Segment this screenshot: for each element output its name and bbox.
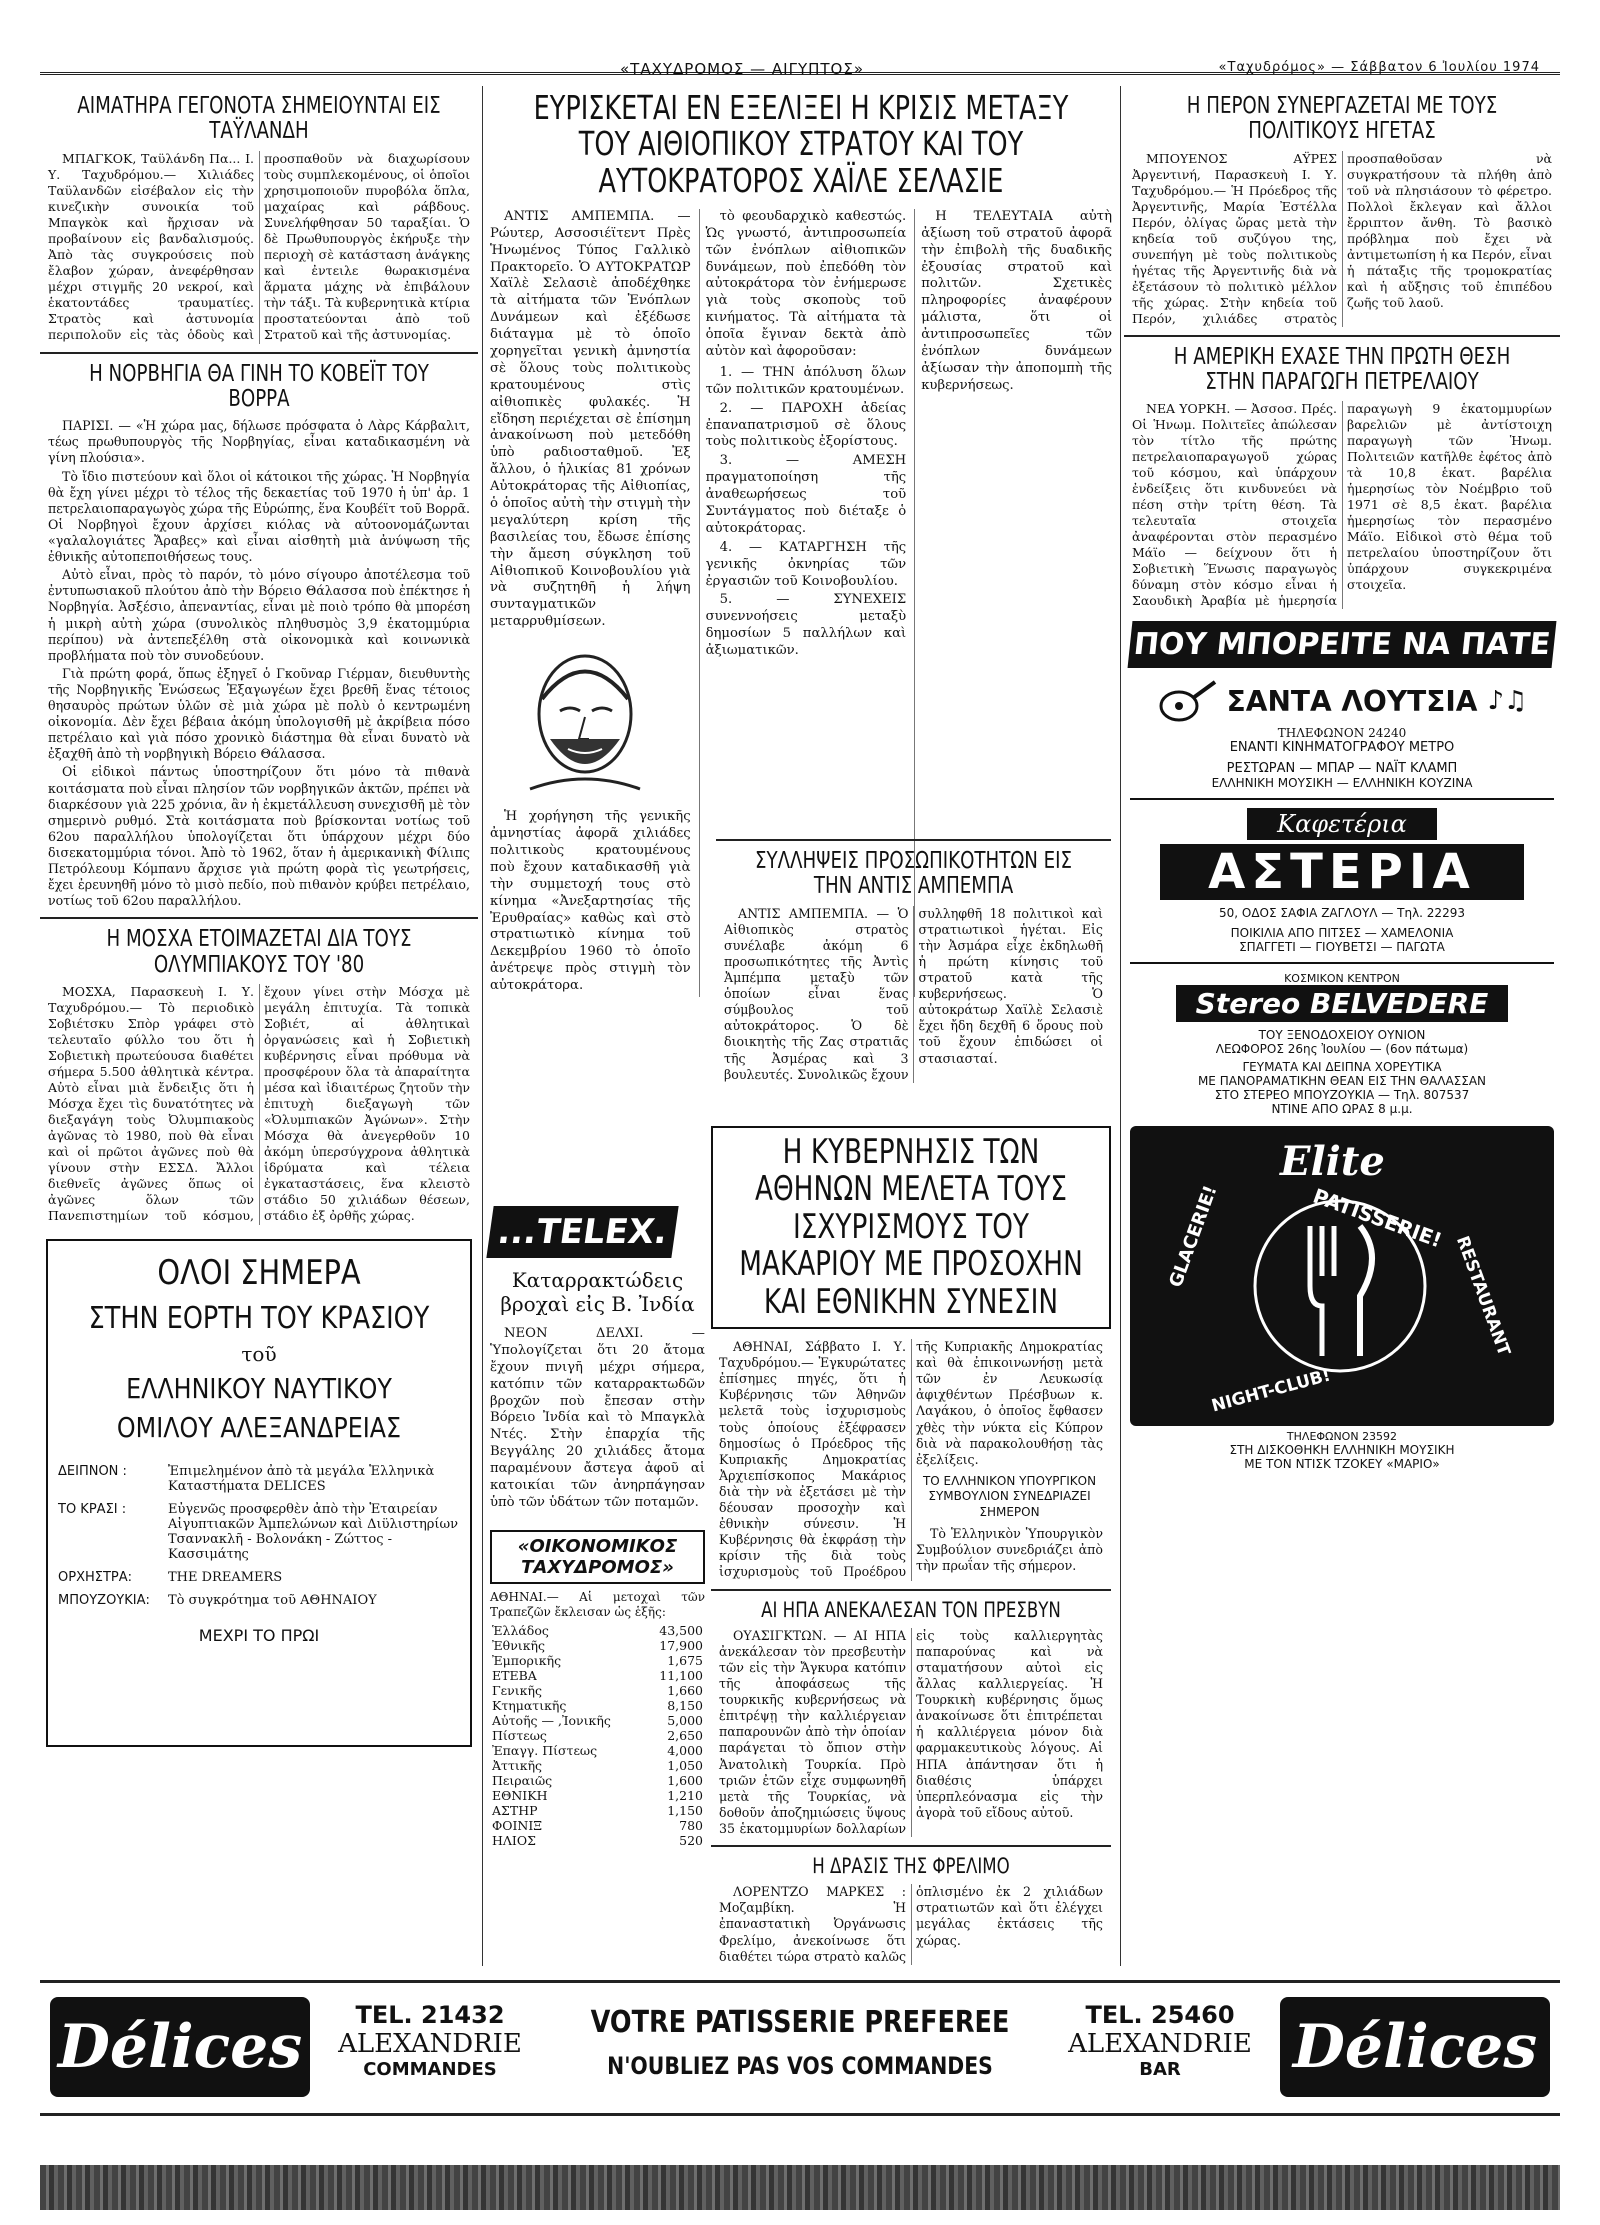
article-norway xyxy=(40,362,478,910)
bank-name: Πίστεως xyxy=(492,1727,547,1743)
headline-norway: Η ΝΟΡΒΗΓΙΑ ΘΑ ΓΙΝΗ ΤΟ ΚΟΒΕΪΤ ΤΟΥ ΒΟΡΡΑ xyxy=(89,360,429,412)
bank-value: 520 xyxy=(679,1832,703,1848)
article-moscow xyxy=(40,927,478,1225)
separator xyxy=(716,839,1111,841)
article-ethiopia-mid-text: τὸ φεουδαρχικὸ καθεστώς. Ὡς γνωστό, ἀντιπροσωπεία τῶν ἐνόπλων αἰθιοπικῶν δυνάμεων, ποὺ ἐπεδόθη τὸν αὐτοκράτορα τὸν ἐνήμερωσε γιὰ τοὺς σκοποὺς τοῦ κινήματος. Τὰ αἰτήματα τὰ ὁποῖα ἔγιναν δεκτὰ ἀπὸ αὐτὸν καὶ ἀφοροῦσαν: xyxy=(705,208,907,360)
asteria-line-1: ΠΟΙΚΙΛΙΑ ΑΠΟ ΠΙΤΣΕΣ — ΧΑΜΕΛΟΝΙΑ xyxy=(1230,926,1454,941)
article-cyprus-body: ΑΘΗΝΑΙ, Σάββατο Ι. Υ. Ταχυδρόμου.— Ἐγκυρώτατες ἐπίσημες πηγές, ὅτι ἡ Κυβέρνησις τῶν Ἀθηνῶν μελετᾶ τοὺς ἰσχυρισμοὺς τοὺς ὁποίους ἐξέφρασεν δημοσίως ὁ Πρόεδρος τῆς Κυπριακῆς Δημοκρατίας Ἀρχιεπίσκοπος Μακάριος διὰ τὴν νὰ ἐξετάσει μὲ τὴν δέουσαν προσοχὴν καὶ ἐθνικὴν σύνεσιν. Ἡ Κυβέρνησις θὰ ἐκφράσῃ τὴν κρίσιν τῆς διὰ τοὺς ἰσχυρισμοὺς τοῦ Προέδρου τῆς Κυπριακῆς Δημοκρατίας καὶ θὰ ἐπικοινωνήσῃ μετὰ τῶν ἐν Λευκωσίᾳ ἀφιχθέντων Πρέσβυων κ. Λαγάκου, ὁ ὁποῖος ἔφθασεν χθὲς τὴν νύκτα εἰς Κύπρον διὰ νὰ παρακολουθήσῃ τὰς ἐξελίξεις. ΤΟ ΕΛΛΗΝΙΚΟΝ ΥΠΟΥΡΓΙΚΟΝ ΣΥΜΒΟΥΛΙΟΝ ΣΥΝΕΔΡΙΑΖΕΙ ΣΗΜΕΡΟΝ Τὸ Ἑλληνικὸν Ὑπουργικὸν Συμβούλιον συνεδριάζει ἀπὸ τὴν πρωΐαν τῆς σήμερον. xyxy=(719,1338,1103,1580)
ad-line-1: ΟΛΟΙ ΣΗΜΕΡΑ xyxy=(157,1253,361,1294)
bank-value: 17,900 xyxy=(659,1637,703,1653)
ad-row xyxy=(58,1589,460,1612)
mandolin-icon xyxy=(1157,676,1217,726)
headline-peron: Η ΠΕΡΟΝ ΣΥΝΕΡΓΑΖΕΤΑΙ ΜΕ ΤΟΥΣ ΠΟΛΙΤΙΚΟΥΣ ΗΓΕΤΑΣ xyxy=(1186,93,1498,145)
article-oil-body: ΝΕΑ ΥΟΡΚΗ. — Ἀσσοσ. Πρές. Οἱ Ἡνωμ. Πολιτεῖες ἀπώλεσαν τὸν τίτλο τῆς πρώτης πετρελαιοπαραγωγοῦ χώρας τοῦ κόσμου, καὶ ὑπάρχουν ἐνδείξεις ὅτι κινδυνεύει νὰ πέση στὴν τρίτη θέση. Τὰ τελευταῖα στοιχεῖα ἀναφέρονται στὸν περασμένο Μάϊο — δείχνουν ὅτι ἡ Σοβιετικὴ Ἕνωσις παραγωγὸς δύναμη στὸν κόσμο εἶναι ἡ Σαουδικὴ Ἀραβία μὲ ἡμερησία παραγωγὴ 9 ἑκατομμυρίων βαρελιῶν μὲ ἀντίστοιχη παραγωγὴ τῶν Ἡνωμ. Πολιτειῶν κατῆλθε ἐφέτος ἀπὸ τὰ 10,8 ἑκατ. βαρέλια ἡμερησίως τὸν Νοέμβριο τοῦ 1971 σὲ 8,5 ἑκατ. βαρέλια ἡμερησίως τὸν περασμένο Μάϊο. Εἰδικοὶ στὸ θέμα τοῦ πετρελαίου ὑποστηρίζουν ὅτι ὑπάρχουν συγκεκριμένα στοιχεῖα. xyxy=(1132,401,1552,609)
econ-row xyxy=(490,1698,705,1713)
article-ethiopia-lead: ΑΝΤΙΣ ΑΜΠΕΜΠΑ. — Ρώυτερ, Ασσοσιέϊτεντ Πρὲς Ἡνωμένος Τύπος Γαλλικὸ Πρακτορεῖο. Ὁ ΑΥΤΟΚΡΑΤΩΡ Χαϊλὲ Σελασιὲ ἀποδέχθηκε τὰ αἰτήματα τῶν Ἐνόπλων Δυνάμεων καὶ ἐξέδωσε διάταγμα μὲ τὸ ὁποῖο χορηγεῖται γενικὴ ἀμνηστία σὲ ὅλους τοὺς πολιτικοὺς κρατουμένους στὶς αἰθιοπικὲς φυλακές. Ἡ εἴδηση περιέχεται σὲ ἐπίσημη ἀνακοίνωση ποὺ μετεδόθη ὑπὸ ραδιοσταθμοῦ. Ἐξ ἄλλου, ὁ ἡλικίας 81 χρόνων Αὐτοκράτορας τῆς Αἰθιοπίας, ὁ ὁποῖος αὐτὴ τὴν στιγμὴ τὴν μεγαλύτερη κρίση τῆς βασιλείας του, ἔδωσε ἐπίσης τὴν ἄμεση σύγκληση τοῦ Αἰθιοπικοῦ Κοινοβουλίου γιὰ νὰ συζητηθῆ ἡ λήψη συνταγματικῶν μεταρρυθμίσεων. xyxy=(490,208,691,630)
ad-line-2: ΣΤΗΝ ΕΟΡΤΗ ΤΟΥ ΚΡΑΣΙΟΥ xyxy=(88,1301,430,1337)
center-line-1: VOTRE PATISSERIE PREFEREE xyxy=(590,2005,1010,2040)
sub-left: COMMANDES xyxy=(363,2059,497,2080)
belvedere-line-2: ΛΕΩΦΟΡΟΣ 26ης Ἰουλίου — (6ον πάτωμα) xyxy=(1215,1042,1469,1057)
bank-value: 1,675 xyxy=(667,1652,703,1668)
santa-tel: ΤΗΛΕΦΩΝΟΝ 24240 xyxy=(1277,726,1407,741)
article-arrests-body: ΑΝΤΙΣ ΑΜΠΕΜΠΑ. — Ὁ Αἰθιοπικὸς στρατὸς συνέλαβε ἀκόμη 6 προσωπικότητες τῆς Ἀντὶς Ἀμπέμπα μεταξὺ τῶν ὁποίων εἶναι ἕνας σύμβουλος τοῦ αὐτοκράτορος. Ὁ δὲ διοικητὴς τῆς Ζας στρατιᾶς τῆς Ἀσμέρας καὶ 3 βουλευτές. Συνολικῶς ἔχουν συλληφθῆ 18 πολιτικοὶ καὶ στρατιωτικοὶ ἡγέται. Εἰς τὴν Ἀσμάρα εἶχε ἐκδηλωθῆ ἡ πρώτη κίνησις τοῦ στρατοῦ κατὰ τῆς κυβερνήσεως. Ὁ αὐτοκράτωρ Χαϊλὲ Σελασιὲ ἔχει ἤδη δεχθῆ 6 ὅρους ποὺ τοῦ ἔχουν ἐπιδώσει οἱ στασιασταί. xyxy=(724,905,1103,1082)
bank-value: 2,650 xyxy=(667,1727,703,1743)
separator xyxy=(1130,962,1554,964)
bottom-delices-ad xyxy=(40,1980,1560,2116)
ad-row-value: THE DREAMERS xyxy=(168,1570,283,1586)
separator xyxy=(1130,798,1554,800)
bank-name: Ἐθνικῆς xyxy=(492,1637,545,1653)
bank-value: 43,500 xyxy=(659,1622,703,1638)
column-rule-2 xyxy=(1120,86,1121,1966)
ad-row xyxy=(58,1566,460,1589)
econ-row xyxy=(490,1683,705,1698)
bank-name: Αὐτοῆς — ,Ἰονικῆς xyxy=(492,1712,611,1728)
bank-name: Κτηματικῆς xyxy=(492,1697,567,1713)
telex-body: ΝΕΟΝ ΔΕΛΧΙ. — Ὑπολογίζεται ὅτι 20 ἄτομα ἔχουν πνιγῆ μέχρι σήμερα, κατόπιν τῶν καταρρακτωδῶν βροχῶν ποὺ ἔπεσαν στὴν Βόρειο Ἰνδία καὶ τὸ Μπαγκλὰ Ντές. Στὴν ἐπαρχία τῆς Βεγγάλης 20 χιλιάδες ἄτομα παραμένουν ἄστεγα ἀφοῦ αἱ κατοικίαι τῶν ἀνηρπάγησαν ὑπὸ τῶν ὑδάτων τῶν ποταμῶν. xyxy=(490,1326,705,1510)
asteria-address: 50, ΟΔΟΣ ΣΑΦΙΑ ΖΑΓΛΟΥΛ — Τηλ. 22293 xyxy=(1219,906,1465,921)
article-ethiopia-left xyxy=(490,209,691,997)
ad-asteria xyxy=(1130,808,1554,954)
article-usa-body: ΟΥΑΣΙΓΚΤΩΝ. — ΑΙ ΗΠΑ ἀνεκάλεσαν τὸν πρεσβευτὴν τῶν εἰς τὴν Ἄγκυρα κατόπιν τῆς ἀποφάσεως τῆς τουρκικῆς κυβερνήσεως νὰ ἐπιτρέψῃ τὴν καλλιέργειαν παπαρουνῶν ἀπὸ τὴν ὁποίαν παράγεται τὸ ὄπιον στὴν Ἀνατολικὴ Τουρκία. Πρὸ τριῶν ἐτῶν εἶχε συμφωνηθῆ μετὰ τῆς Τουρκίας, νὰ δοθοῦν ἀποζημιώσεις ὕψους 35 ἑκατομμυρίων δολλαρίων εἰς τοὺς καλλιεργητὰς παπαρούνας καὶ νὰ σταματήσουν αὐτοὶ εἰς ἄλλας καλλιεργείας. Ἡ Τουρκικὴ κυβέρνησις ὅμως ἀνακοίνωσε ὅτι ἐπιτρέπεται ἡ καλλιέργεια μόνον διὰ φαρμακευτικοὺς λόγους. Αἱ ΗΠΑ ἀπάντησαν ὅτι ἡ διαθέσις ὑπάρχει ὑπερπλεόνασμα εἰς τὴν ἀγορὰ τοῦ εἴδους αὐτοῦ. xyxy=(719,1627,1103,1836)
ad-santa-lucia xyxy=(1130,676,1554,790)
bank-value: 11,100 xyxy=(659,1667,703,1683)
belvedere-line-4: ΜΕ ΠΑΝΟΡΑΜΑΤΙΚΗΝ ΘΕΑΝ ΕΙΣ ΤΗΝ ΘΑΛΑΣΣΑΝ xyxy=(1197,1074,1487,1089)
bank-name: Πειραιῶς xyxy=(492,1772,553,1788)
bank-value: 8,150 xyxy=(667,1697,703,1713)
headline-usa: ΑΙ ΗΠΑ ΑΝΕΚΑΛΕΣΑΝ ΤΟΝ ΠΡΕΣΒΥΝ xyxy=(761,1597,1061,1622)
ad-details xyxy=(58,1460,460,1612)
telex-subhead: Καταρρακτώδεις βροχαὶ εἰς Β. Ἰνδία xyxy=(500,1268,695,1316)
article-moscow-body: ΜΟΣΧΑ, Παρασκευὴ Ι. Υ. Ταχυδρόμου.— Τὸ περιοδικὸ Σοβιέτσκυ Σπὸρ γράφει στὸ τελευταῖο φύλλο του ὅτι ἡ Σοβιετικὴ πρωτεύουσα διαθέτει σήμερα 5.500 ἀθλητικὰ κέντρα. Αὐτὸ εἶναι μιὰ ἔνδειξις ὅτι ἡ Μόσχα ἔχει τὶς δυνατότητες νὰ διεξαγάγη τοὺς Ὀλυμπιακοὺς ἀγῶνας τὸ 1980, ποὺ θὰ εἶναι καὶ οἱ πρῶτοι ἀγῶνες ποὺ θὰ γίνουν στὴν ΕΣΣΔ. Ἄλλοι διεθνεῖς ἀγῶνες ὅπως οἱ ἀγῶνες ὅλων τῶν Πανεπιστημίων τοῦ κόσμου, ἔχουν γίνει στὴν Μόσχα μὲ μεγάλη ἐπιτυχία. Τὰ τοπικὰ Σοβιέτ, αἱ ἀθλητικαὶ ὀργανώσεις καὶ ἡ Σοβιετικὴ κυβέρνησις εἶναι πρόθυμα νὰ προσφέρουν ὅλα τὰ ἀπαραίτητα μέσα καὶ ἰδιαιτέρως ζητοῦν τὴν ἐπιτυχὴ διεξαγωγὴ τῶν «Ὀλυμπιακῶν Ἀγώνων». Στὴν Μόσχα θὰ ἀνεγερθοῦν 10 ἀκόμη ὑπερσύγχρονα ἀθλητικὰ ἱδρύματα καὶ τέλεια ἐγκαταστάσεις, ἕνα κλειστὸ στάδιο 50 χιλιάδων θέσεων, στάδιο ἐξ ὀρθῆς χώρας. xyxy=(48,984,470,1224)
bank-value: 1,150 xyxy=(667,1802,703,1818)
econ-row xyxy=(490,1668,705,1683)
elite-line-1: ΣΤΗ ΔΙΣΚΟΘΗΚΗ ΕΛΛΗΝΙΚΗ ΜΟΥΣΙΚΗ xyxy=(1229,1443,1455,1458)
separator xyxy=(711,1845,1111,1847)
asteria-name: ΑΣΤΕΡΙΑ xyxy=(1160,844,1524,900)
running-head-date: «Ταχυδρόμος» — Σάββατον 6 Ἰουλίου 1974 xyxy=(1218,60,1540,75)
separator xyxy=(40,352,478,354)
econ-rows xyxy=(490,1623,705,1848)
elite-patisserie: PATISSERIE! xyxy=(1309,1183,1446,1253)
ad-row-key: ΟΡΧΗΣΤΡΑ: xyxy=(58,1570,133,1586)
cyprus-headline-box xyxy=(711,1126,1111,1329)
ad-line-3: τοῦ xyxy=(241,1342,277,1367)
telex-label: ...TELEX. xyxy=(486,1206,678,1258)
bank-value: 1,660 xyxy=(667,1682,703,1698)
sub-right: BAR xyxy=(1139,2059,1181,2080)
bank-name: Ἐπαγγ. Πίστεως xyxy=(492,1742,598,1758)
ad-line-4: ΕΛΛΗΝΙΚΟΥ ΝΑΥΤΙΚΟΥ xyxy=(126,1372,392,1406)
asteria-line-2: ΣΠΑΓΓΕΤΙ — ΓΙΟΥΒΕΤΣΙ — ΠΑΓΩΤΑ xyxy=(1239,940,1445,955)
elite-main: Elite xyxy=(1280,1138,1385,1186)
ad-elite xyxy=(1130,1126,1554,1426)
demands-list xyxy=(706,365,907,660)
santa-address: ΕΝΑΝΤΙ ΚΙΝΗΜΑΤΟΓΡΑΦΟΥ ΜΕΤΡΟ xyxy=(1229,740,1455,756)
bank-name: Ἑλλάδος xyxy=(492,1622,549,1638)
econ-row xyxy=(490,1653,705,1668)
ad-rows xyxy=(58,1460,460,1612)
ad-row-key: ΤΟ ΚΡΑΣΙ : xyxy=(58,1502,127,1518)
bank-name: ΦΟΙΝΙΞ xyxy=(492,1817,543,1833)
belvedere-line-1: ΤΟΥ ΞΕΝΟΔΟΧΕΙΟΥ ΟΥΝΙΟΝ xyxy=(1258,1028,1426,1043)
elite-nightclub: NIGHT-CLUB! xyxy=(1209,1365,1333,1417)
ad-row xyxy=(58,1498,460,1566)
demand-item: 5. — ΣΥΝΕΧΕΙΣ συνεννοήσεις μεταξὺ δημοσίων 5 παλλήλων καὶ ἀξιωματικῶν. xyxy=(705,592,907,659)
telex-section xyxy=(490,1206,705,1848)
elite-line-2: ΜΕ ΤΟΝ ΝΤΙΣΚ ΤΖΟΚΕΥ «ΜΑΡΙΟ» xyxy=(1244,1457,1440,1472)
econ-title: «ΟΙΚΟΝΟΜΙΚΟΣ ΤΑΧΥΔΡΟΜΟΣ» xyxy=(490,1530,705,1584)
demand-item: 3. — ΑΜΕΣΗ πραγματοποίηση τῆς ἀναθεωρήσεως τοῦ Συντάγματος ποὺ διέταξε ὁ αὐτοκράτορας. xyxy=(705,453,907,536)
bank-name: ΗΛΙΟΣ xyxy=(492,1832,536,1848)
article-norway-body: ΠΑΡΙΣΙ. — «Ἡ χώρα μας, δήλωσε πρόσφατα ὁ Λὰρς Κάρβαλιτ, τέως πρωθυπουργὸς τῆς Νορβηγίας, εἶναι καταδικασμένη νὰ γίνη πλούσια». Τὸ ἴδιο πιστεύουν καὶ ὅλοι οἱ κάτοικοι τῆς χώρας. Ἡ Νορβηγία θὰ ἔχη γίνει μέχρι τὸ τέλος τῆς δεκαετίας τοῦ 1970 ἡ ὑπ' ἀρ. 1 πετρελαιοπαραγωγὸς χώρα τῆς Εὐρώπης, ἕνα Κουβέϊτ τοῦ Βορρᾶ. Οἱ Νορβηγοὶ ἔχουν ἀρχίσει κιόλας νὰ αὐτοονομάζωνται «γαλαλογιάτες Ἄραβες» καὶ εἶναι αἰσθητὴ μιὰ ἀνύψωση τῆς ἐθνικῆς αὐτοπεποιθήσεως τους. Αὐτὸ εἶναι, πρὸς τὸ παρόν, τὸ μόνο σίγουρο ἀποτέλεσμα τοῦ ἐντυπωσιακοῦ πλούτου ἀπὸ τὴν Βόρειο Θάλασσα ποὺ ἐπέκτησε ἡ Νορβηγία. Ἀσξέσιο, ἀπεναντίας, εἶναι μὲ ποιὸ τρόπο θὰ μπορέση ἡ μικρὴ αὐτὴ χώρα (συνολικὸς πληθυσμὸς 3,9 ἑκατομμύρια περίπου) νὰ ἀντεπεξέλθη στὰ οἰκονομικὰ καὶ κοινωνικὰ προβλήματα ποὺ τὸν συνοδεύουν. Γιὰ πρώτη φορά, ὅπως ἐξηγεῖ ὁ Γκοῦναρ Γιέρμαν, διευθυντὴς τῆς Νορβηγικῆς Ἑνώσεως Ἐξαγωγέων ἔχει βρεθῆ ἕνας τέτοιος θησαυρὸς πρώτων ὑλῶν σὲ μιὰ χώρα μὲ πολὺ ὁ κεντρωμένη οἰκονομία. Δὲν ἔχει βέβαια ἀκόμη ὑπολογισθῆ μὲ ἀκρίβεια πόσο πετρέλαιο καὶ γιὰ πόσο χρονικὸ διάστημα θὰ εἶναι δυνατὸ νὰ ἐξαχθῆ ἀπὸ τὴ νορβηγικὴ Βόρειο Θάλασσα. Οἱ εἰδικοὶ πάντως ὑποστηρίζουν ὅτι μόνο τὰ πιθανὰ κοιτάσματα ποὺ εἶναι πλησίον τῶν νορβηγικῶν ἀκτῶν, πρέπει νὰ διαρκέσουν γιὰ 225 χρόνια, ἂν ἡ ἐκμετάλλευση συνεχισθῆ μὲ τὸν σημερινὸ ρυθμό. Στὰ κοιτάσματα ποὺ βρίσκονται νοτίως τοῦ 62ου παραλλήλου ὑπολογίζεται ὅτι ὑπάρχουν μέχρι δύο δισεκατομμύρια τόνοι. Ἀπὸ τὸ 1962, ὅταν ἡ ἀμερικανικὴ Φίλιπς Πετρόλεουμ Κόμπανυ ἄρχισε γιὰ πρώτη φορὰ τὶς γεωτρήσεις, ἔχει ἐρευνηθῆ μόνο τὸ μισὸ πεδίο, ποὺ πιθανὸν κρύβει πετρέλαιο, νοτίως τοῦ 62ου παραλλήλου. xyxy=(48,418,470,909)
bank-name: Ἐμπορικῆς xyxy=(492,1652,562,1668)
ad-row xyxy=(58,1460,460,1498)
econ-row xyxy=(490,1758,705,1773)
city-right: ALEXANDRIE xyxy=(1068,2029,1252,2059)
ad-row-key: ΜΠΟΥΖΟΥΚΙΑ: xyxy=(58,1593,150,1609)
elite-glacerie: GLACERIE! xyxy=(1165,1182,1222,1291)
headline-arrests: ΣΥΛΛΗΨΕΙΣ ΠΡΟΣΩΠΙΚΟΤΗΤΩΝ ΕΙΣ ΤΗΝ ΑΝΤΙΣ ΑΜΠΕΜΠΑ xyxy=(754,848,1073,900)
econ-row xyxy=(490,1638,705,1653)
article-ethiopia-lead2: Ἡ χορήγηση τῆς γενικῆς ἀμνηστίας ἀφορᾶ χιλιάδες πολιτικοὺς κρατουμένους ποὺ ἔχουν καταδικασθῆ γιὰ τὴν συμμετοχή τους στὸ κίνημα «Ἀνεξαρτησίας τῆς Ἐρυθραίας» καθὼς καὶ στὸ στρατιωτικὸ κίνημα τοῦ Δεκεμβρίου 1960 τὸ ὁποῖο ἀνέτρεψε πρὸς στιγμὴ τὸν αὐτοκράτορα. xyxy=(490,809,691,994)
santa-header xyxy=(1130,676,1554,726)
running-head-center: «ΤΑΧΥΔΡΟΜΟΣ — ΑΙΓΥΠΤΟΣ» xyxy=(620,60,865,78)
belvedere-top: ΚΟΣΜΙΚΟΝ ΚΕΝΤΡΟΝ xyxy=(1284,972,1400,986)
econ-row xyxy=(490,1713,705,1728)
belvedere-line-3: ΓΕΥΜΑΤΑ ΚΑΙ ΔΕΙΠΝΑ ΧΟΡΕΥΤΙΚΑ xyxy=(1242,1060,1442,1075)
headline-frelimo: Η ΔΡΑΣΙΣ ΤΗΣ ΦΡΕΛΙΜΟ xyxy=(812,1854,1010,1879)
column-left xyxy=(40,86,478,1976)
econ-row xyxy=(490,1773,705,1788)
delices-left-block xyxy=(330,2001,530,2080)
bank-value: 4,000 xyxy=(667,1742,703,1758)
bank-name: ΑΣΤΗΡ xyxy=(492,1802,538,1818)
ad-belvedere xyxy=(1130,972,1554,1116)
elite-emblem-icon xyxy=(1250,1196,1430,1376)
econ-row xyxy=(490,1623,705,1638)
headline-ethiopia: ΕΥΡΙΣΚΕΤΑΙ ΕΝ ΕΞΕΛΙΞΕΙ Η ΚΡΙΣΙΣ ΜΕΤΑΞΥ ΤΟΥ ΑΙΘΙΟΠΙΚΟΥ ΣΤΡΑΤΟΥ ΚΑΙ ΤΟΥ ΑΥΤΟΚΡΑΤΟΡΟΣ ΧΑΪΛΕ ΣΕΛΑΣΙΕ xyxy=(533,88,1069,200)
econ-row xyxy=(490,1818,705,1833)
elite-tel: ΤΗΛΕΦΩΝΟΝ 23592 xyxy=(1286,1430,1398,1444)
column-right xyxy=(1124,86,1560,1976)
econ-intro: ΑΘΗΝΑΙ.— Αἱ μετοχαὶ τῶν Τραπεζῶν ἔκλεισαν ὡς ἑξῆς: xyxy=(490,1589,705,1620)
belvedere-line-6: ΝΤΙΝΕ ΑΠΟ ΩΡΑΣ 8 μ.μ. xyxy=(1271,1102,1413,1117)
demand-item: 4. — ΚΑΤΑΡΓΗΣΗ τῆς γενικῆς ὀκνηρίας τῶν ἐργασιῶν τοῦ Κοινοβουλίου. xyxy=(705,539,907,589)
ad-row-value: Ἐπιμελημένον ἀπὸ τὰ μεγάλα Ἑλληνικὰ Καταστήματα DELICES xyxy=(168,1464,435,1495)
ad-row-value: Τὸ συγκρότημα τοῦ ΑΘΗΝΑΙΟΥ xyxy=(168,1593,377,1609)
bank-value: 5,000 xyxy=(667,1712,703,1728)
elite-restaurant: RESTAURANT xyxy=(1451,1233,1514,1359)
bank-value: 1,600 xyxy=(667,1772,703,1788)
demand-item: 2. — ΠΑΡΟΧΗ ἀδείας ἐπαναπατρισμοῦ σὲ ὅλους τοὺς πολιτικοὺς ἐξορίστους. xyxy=(705,400,907,450)
center-line-2: N'OUBLIEZ PAS VOS COMMANDES xyxy=(607,2052,993,2080)
belvedere-name: Stereo BELVEDERE xyxy=(1176,985,1509,1022)
tel-left: TEL. 21432 xyxy=(355,2001,505,2029)
santa-line-2: ΕΛΛΗΝΙΚΗ ΜΟΥΣΙΚΗ — ΕΛΛΗΝΙΚΗ ΚΟΥΖΙΝΑ xyxy=(1211,776,1473,791)
santa-line-1: ΡΕΣΤΩΡΑΝ — ΜΠΑΡ — ΝΑΪΤ ΚΛΑΜΠ xyxy=(1226,761,1458,777)
bank-name: Γενικῆς xyxy=(492,1682,542,1698)
econ-row xyxy=(490,1803,705,1818)
article-ethiopia-right-text: Η ΤΕΛΕΥΤΑΙΑ αὐτὴ ἀξίωση τοῦ στρατοῦ ἀφορᾶ τὴν ἐπιβολὴ τῆς δυαδικῆς ἐξουσίας στρατοῦ καὶ πολιτῶν. Σχετικὲς πληροφορίες ἀναφέρουν μάλιστα, ὅτι οἱ ἀντιπροσωπεῖες τῶν ἐνόπλων δυνάμεων ἀξίωσαν τὴν ἀποπομπὴ τῆς κυβερνήσεως. xyxy=(921,208,1112,393)
econ-row xyxy=(490,1728,705,1743)
santa-name: ΣΑΝΤΑ ΛΟΥΤΣΙΑ xyxy=(1226,684,1478,718)
bank-name: ΕΤΕΒΑ xyxy=(492,1667,537,1683)
delices-logo-left: Délices xyxy=(50,1997,310,2097)
column-rule-1 xyxy=(482,86,483,1966)
headline-thailand: ΑΙΜΑΤΗΡΑ ΓΕΓΟΝΟΤΑ ΣΗΜΕΙΟΥΝΤΑΙ ΕΙΣ ΤΑΫΛΑΝΔΗ xyxy=(77,93,441,145)
bank-value: 1,210 xyxy=(667,1787,703,1803)
delices-logo-right: Délices xyxy=(1280,1997,1550,2097)
article-thailand xyxy=(40,94,478,344)
asteria-script: Καφετέρια xyxy=(1247,808,1437,840)
headline-cyprus: Η ΚΥΒΕΡΝΗΣΙΣ ΤΩΝ ΑΘΗΝΩΝ ΜΕΛΕΤΑ ΤΟΥΣ ΙΣΧΥΡΙΣΜΟΥΣ ΤΟΥ ΜΑΚΑΡΙΟΥ ΜΕ ΠΡΟΣΟΧΗΝ ΚΑΙ ΕΘΝΙΚΗΝ ΣΥΝΕΣΙΝ xyxy=(739,1132,1083,1322)
wine-festival-ad xyxy=(46,1239,472,1747)
city-left: ALEXANDRIE xyxy=(338,2029,522,2059)
bank-name: ΕΘΝΙΚΗ xyxy=(492,1787,548,1803)
separator xyxy=(711,1589,1111,1591)
econ-row xyxy=(490,1743,705,1758)
bank-value: 1,050 xyxy=(667,1757,703,1773)
belvedere-line-5: ΣΤΟ ΣΤΕΡΕΟ ΜΠΟΥΖΟΥΚΙΑ — Τηλ. 807537 xyxy=(1214,1088,1470,1103)
article-thailand-body: ΜΠΑΓΚΟΚ, Ταϋλάνδη Πα... Ι. Υ. Ταχυδρόμου.— Χιλιάδες Ταϋλανδῶν εἰσέβαλον εἰς τὴν κινεζικὴν συνοικία τοῦ Μπαγκὸκ καὶ ἤρχισαν νὰ προβαίνουν εἰς βανδαλισμούς. Ἀπὸ τὰς συγκρούσεις ποὺ ἔλαβον χώραν, ἀνεφέρθησαν μέχρι στιγμῆς 20 νεκροί, καὶ ἑκατοντάδες τραυματίες. Στρατὸς καὶ ἀστυνομία περιπολοῦν εἰς τὰς ὁδοὺς καὶ προσπαθοῦν νὰ διαχωρίσουν τοὺς συμπλεκομένους, οἱ ὁποῖοι χρησιμοποιοῦν πυροβόλα ὅπλα, μαχαίρας καὶ ράβδους. Συνελήφθησαν 50 ταραξίαι. Ὁ δὲ Πρωθυπουργὸς ἐκήρυξε τὴν περιοχὴ σὲ κατάσταση ἀνάγκης καὶ ἐντειλε θωρακισμένα ἅρματα μάχης νὰ ἐπιβάλουν τὴν τάξι. Τὰ κυβερνητικὰ κτίρια προστατεύονται ἀπὸ τοῦ Στρατοῦ καὶ τῆς ἀστυνομίας. xyxy=(48,150,470,342)
headline-moscow: Η ΜΟΣΧΑ ΕΤΟΙΜΑΖΕΤΑΙ ΔΙΑ ΤΟΥΣ ΟΛΥΜΠΙΑΚΟΥΣ ΤΟΥ '80 xyxy=(106,926,412,978)
ad-footer: ΜΕΧΡΙ ΤΟ ΠΡΩΙ xyxy=(198,1626,320,1646)
article-cyprus xyxy=(711,1126,1111,1965)
column-center xyxy=(486,86,1116,1976)
separator xyxy=(40,917,478,919)
econ-row xyxy=(490,1788,705,1803)
bank-name: Ἀττικῆς xyxy=(492,1757,543,1773)
tel-right: TEL. 25460 xyxy=(1085,2001,1235,2029)
music-note-icon: ♪♫ xyxy=(1487,686,1528,717)
separator xyxy=(1124,335,1560,337)
econ-table xyxy=(490,1623,705,1848)
delices-right-block xyxy=(1060,2001,1260,2080)
cyprus-subhead: ΤΟ ΕΛΛΗΝΙΚΟΝ ΥΠΟΥΡΓΙΚΟΝ ΣΥΜΒΟΥΛΙΟΝ ΣΥΝΕΔΡΙΑΖΕΙ ΣΗΜΕΡΟΝ xyxy=(922,1473,1097,1519)
article-frelimo-body: ΛΟΡΕΝΤΖΟ ΜΑΡΚΕΣ : Μοζαμβίκη. Ἡ ἐπαναστατικὴ Ὀργάνωσις Φρελίμο, ἀνεκοίνωσε ὅτι διαθέτει τώρα στρατὸ καλῶς ὁπλισμένο ἐκ 2 χιλιάδων στρατιωτῶν καὶ ὅτι ἐλέγχει μεγάλας ἐκτάσεις τῆς χώρας. xyxy=(719,1884,1103,1964)
headline-oil: Η ΑΜΕΡΙΚΗ ΕΧΑΣΕ ΤΗΝ ΠΡΩΤΗ ΘΕΣΗ ΣΤΗΝ ΠΑΡΑΓΩΓΗ ΠΕΤΡΕΛΑΙΟΥ xyxy=(1173,343,1511,395)
delices-center xyxy=(550,2005,1050,2080)
banner-where-to-go: ΠΟΥ ΜΠΟΡΕΙΤΕ ΝΑ ΠΑΤΕ xyxy=(1128,621,1557,668)
emperor-portrait xyxy=(510,639,660,799)
econ-row xyxy=(490,1833,705,1848)
article-peron-body: ΜΠΟΥΕΝΟΣ ΑΫΡΕΣ Ἀργεντινή, Παρασκευὴ Ι. Υ. Ταχυδρόμου.— Ἡ Πρόεδρος τῆς Ἀργεντινῆς, Μαρία Ἐστέλλα Περόν, ὀλίγας ὥρας μετὰ τὴν κηδεία τοῦ συζύγου της, συνεπήγη μὲ τοὺς πολιτικοὺς ἡγέτας τῆς Ἀργεντινῆς διὰ νὰ ἐξετάσουν τὸ πολιτικὸ μέλλον τῆς χώρας. Στὴν κηδεία τοῦ Περόν, χιλιάδες στρατὸς προσπαθοῦσαν νὰ συγκρατήσουν τὰ πλήθη ἀπὸ τοῦ νὰ πλησιάσουν τὸ φέρετρο. Πολλοὶ ἔκλεγαν καὶ ἄλλοι ἔρριπτον ἄνθη. Τὸ βασικὸ πρόβλημα ποὺ ἔχει νὰ ἀντιμετωπίση ἡ κα Περόν, εἶναι ἡ πάταξις τῆς τρομοκρατίας καὶ ἡ αὔξησις τοῦ ἐπιπέδου ζωῆς τοῦ λαοῦ. xyxy=(1132,150,1552,326)
article-arrests xyxy=(716,831,1111,1083)
bank-value: 780 xyxy=(679,1817,703,1833)
scan-edge-noise xyxy=(40,2165,1560,2210)
ad-line-5: ΟΜΙΛΟΥ ΑΛΕΞΑΝΔΡΕΙΑΣ xyxy=(116,1411,402,1445)
ad-row-key: ΔΕΙΠΝΟΝ : xyxy=(58,1464,127,1480)
demand-item: 1. — ΤΗΝ ἀπόλυση ὅλων τῶν πολιτικῶν κρατουμένων. xyxy=(705,364,907,397)
ads-panel xyxy=(1130,621,1554,1471)
ad-row-value: Εὐγενῶς προσφερθὲν ἀπὸ τὴν Ἑταιρείαν Αἰγυπτιακῶν Ἀμπελώνων καὶ Διϋλιστηρίων Τσαννακλῆ - Βολονάκη - Ζώττος - Κασσιμάτης xyxy=(168,1502,458,1563)
